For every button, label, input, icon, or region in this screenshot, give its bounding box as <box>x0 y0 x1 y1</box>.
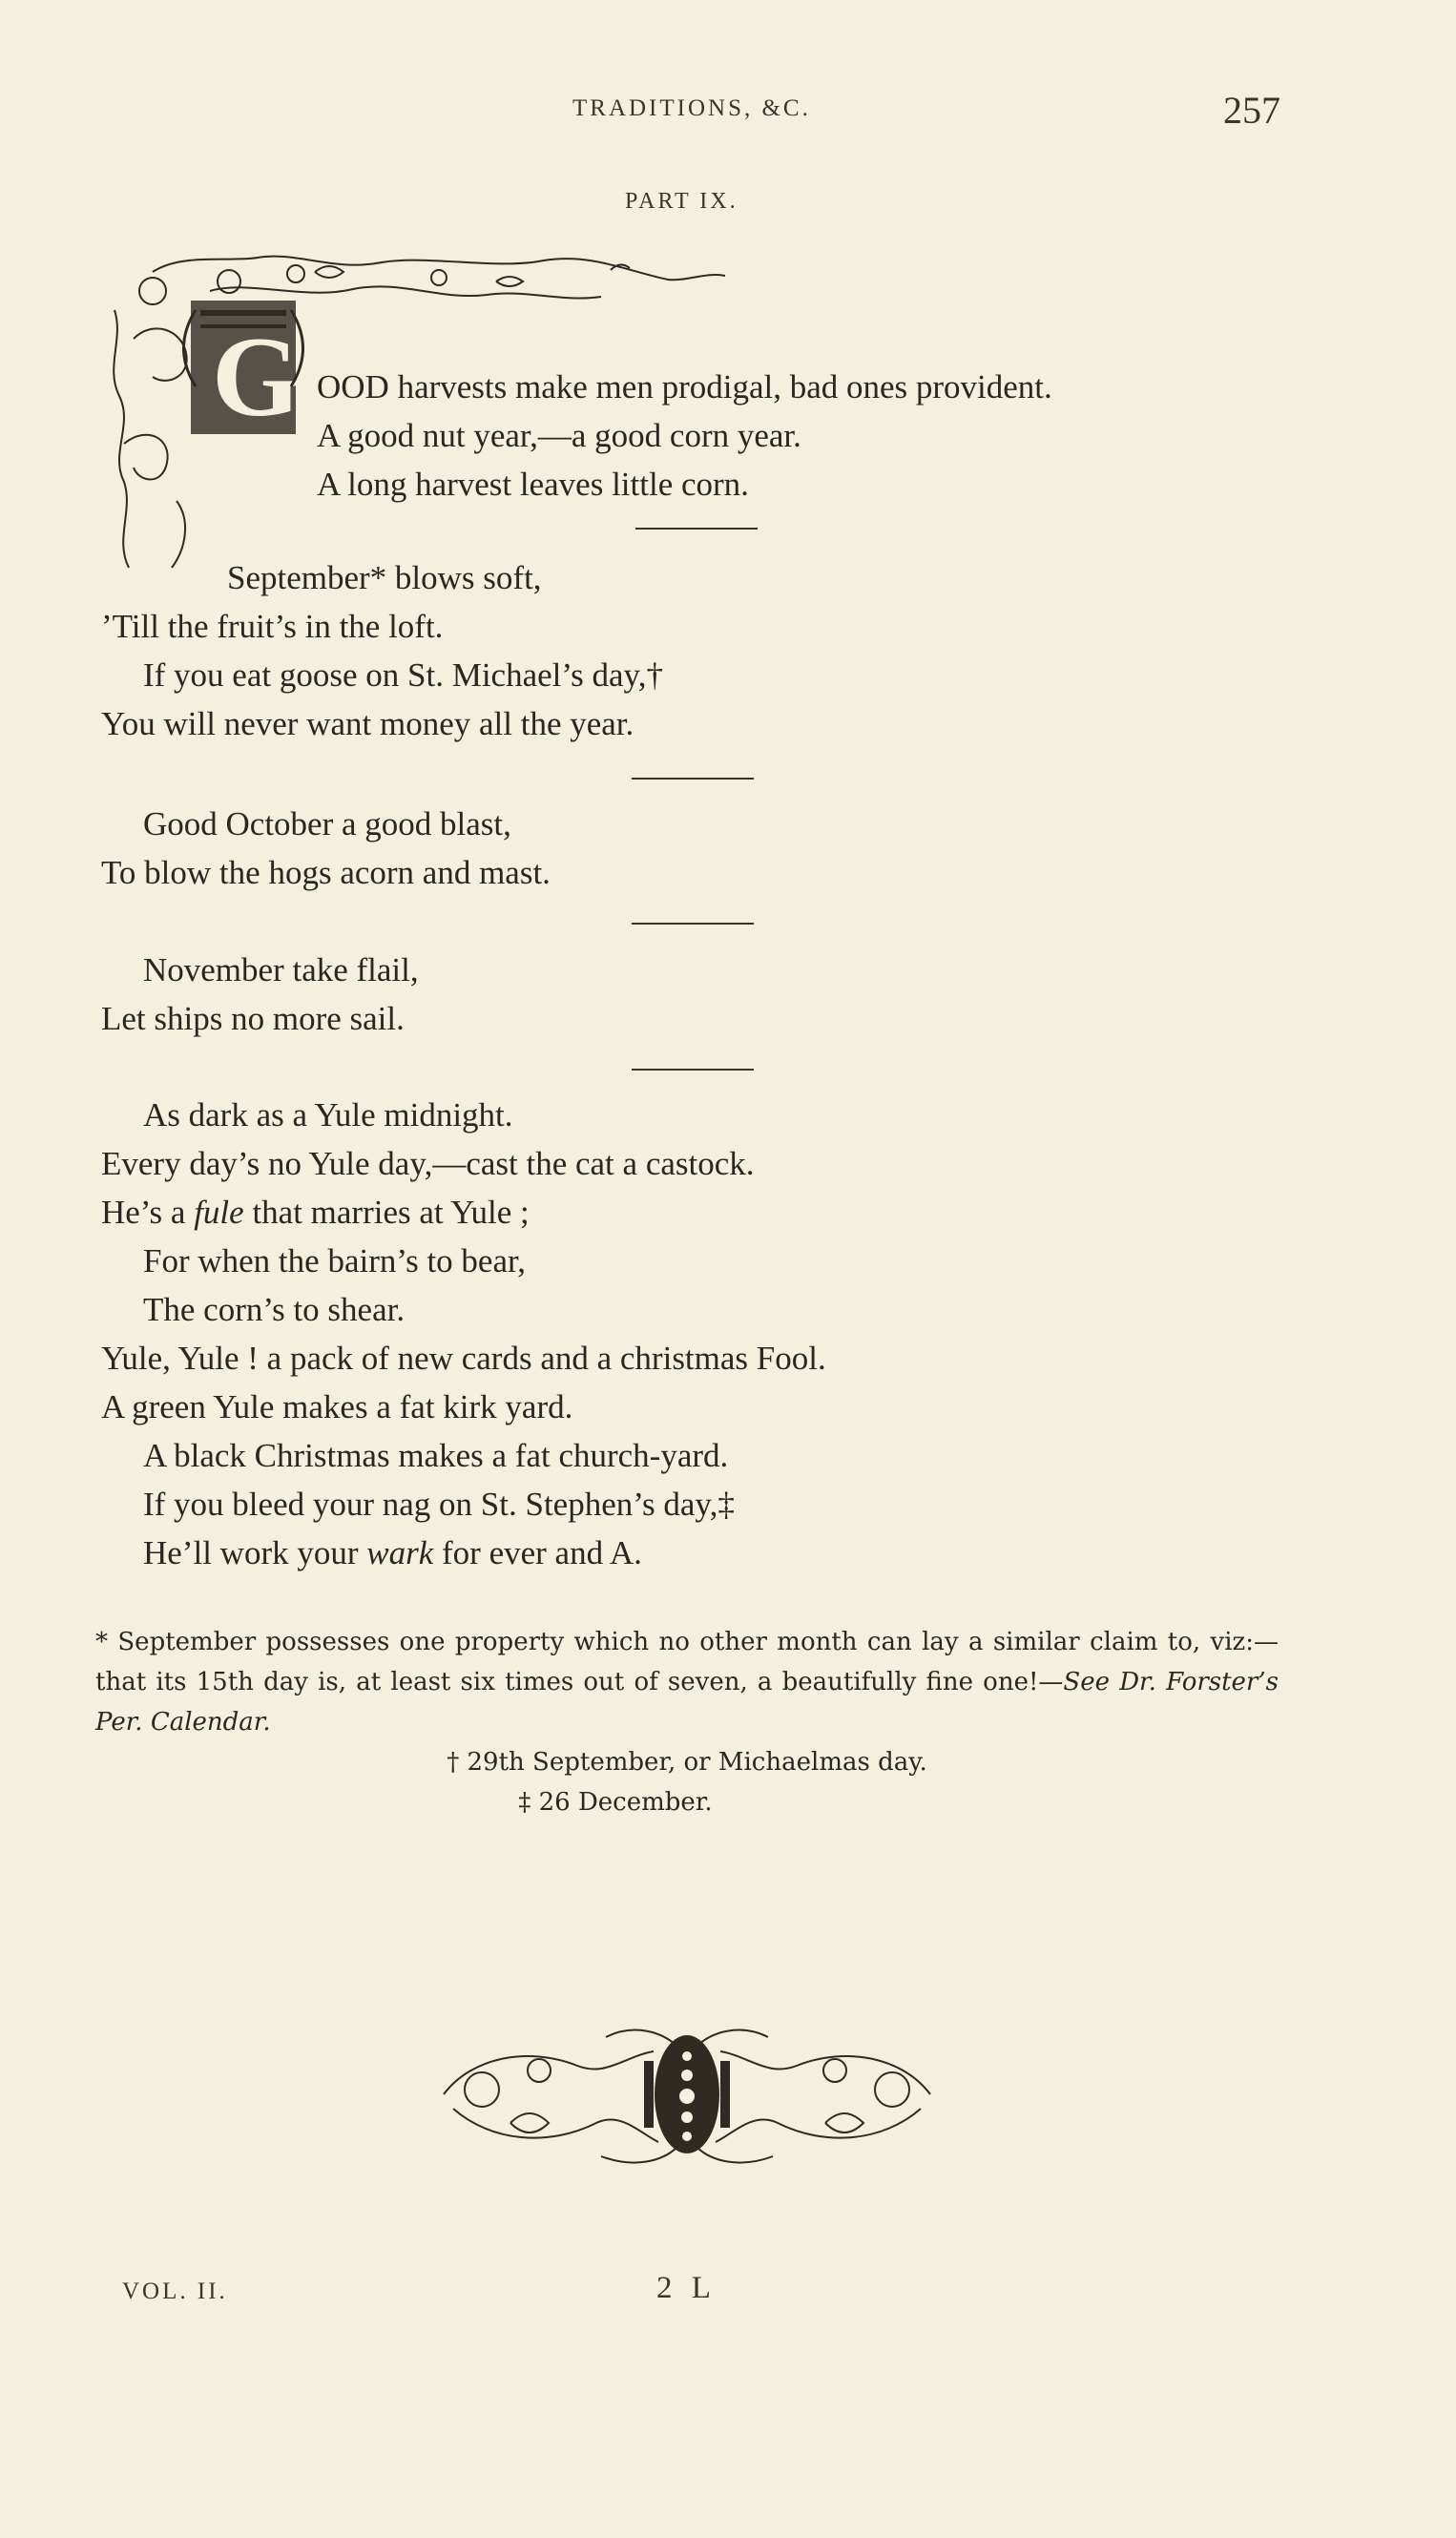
footnote-michaelmas: † 29th September, or Michaelmas day. <box>447 1748 927 1777</box>
verse-line: You will never want money all the year. <box>101 705 634 742</box>
verse-line <box>101 1188 826 1237</box>
verse-line: Yule, Yule ! a pack of new cards and a christmas Fool. <box>101 1340 826 1377</box>
page-number: 257 <box>1223 89 1280 132</box>
verse-text: for ever and A. <box>433 1534 642 1571</box>
svg-text:G: G <box>212 313 302 440</box>
verse-line: If you eat goose on St. Michael’s day,† <box>143 656 663 694</box>
footnote-reference: See Dr. Forster’s Per. Calendar. <box>95 1668 1279 1737</box>
verse-line: The corn’s to shear. <box>143 1291 406 1328</box>
gathering-signature: 2 L <box>656 2271 717 2305</box>
verse-line: A long harvest leaves little corn. <box>317 466 749 503</box>
part-heading: PART IX. <box>625 189 738 214</box>
verse-text: He’s a <box>101 1194 195 1231</box>
footnote-stephen: ‡ 26 December. <box>518 1788 713 1817</box>
section-rule <box>632 778 754 780</box>
verse-line: A black Christmas makes a fat church-yard. <box>143 1437 729 1474</box>
verse-line: A green Yule makes a fat kirk yard. <box>101 1388 573 1425</box>
running-title: TRADITIONS, &C. <box>572 95 811 121</box>
footnotes <box>95 1622 1279 1822</box>
verse-yule <box>101 1091 826 1577</box>
verse-line: For when the bairn’s to bear, <box>143 1242 526 1279</box>
footnote-text: * September possesses one property which no other month can lay a similar claim to, viz:—that its 15th day is, at least six times out of seven, a beautifully fine one!— <box>95 1628 1279 1696</box>
verse-line: Good October a good blast, <box>143 805 511 843</box>
emphasis: fule <box>194 1194 244 1231</box>
verse-october <box>101 800 551 897</box>
verse-line: September* blows soft, <box>227 559 542 596</box>
section-rule <box>632 1069 754 1071</box>
volume-signature: VOL. II. <box>122 2278 228 2304</box>
verse-line: Let ships no more sail. <box>101 1000 405 1037</box>
footnote-september <box>95 1622 1279 1742</box>
verse-september <box>101 553 663 748</box>
verse-line: Every day’s no Yule day,—cast the cat a castock. <box>101 1145 755 1182</box>
verse-harvest <box>317 363 1052 509</box>
verse-line: As dark as a Yule midnight. <box>143 1096 513 1134</box>
verse-line: November take flail, <box>143 951 419 988</box>
verse-line: If you bleed your nag on St. Stephen’s day,‡ <box>143 1486 735 1523</box>
verse-line: A good nut year,—a good corn year. <box>317 417 801 454</box>
floral-tailpiece-icon <box>415 2018 959 2171</box>
verse-line: OOD harvests make men prodigal, bad ones provident. <box>317 368 1052 406</box>
verse-line <box>101 1529 826 1577</box>
section-rule <box>632 923 754 925</box>
emphasis: wark <box>366 1534 434 1571</box>
verse-text: that marries at Yule ; <box>243 1194 530 1231</box>
verse-text: He’ll work your <box>143 1534 367 1571</box>
verse-november <box>101 946 419 1043</box>
section-rule <box>635 528 758 530</box>
verse-line: To blow the hogs acorn and mast. <box>101 854 551 891</box>
verse-line: ’Till the fruit’s in the loft. <box>101 608 444 645</box>
